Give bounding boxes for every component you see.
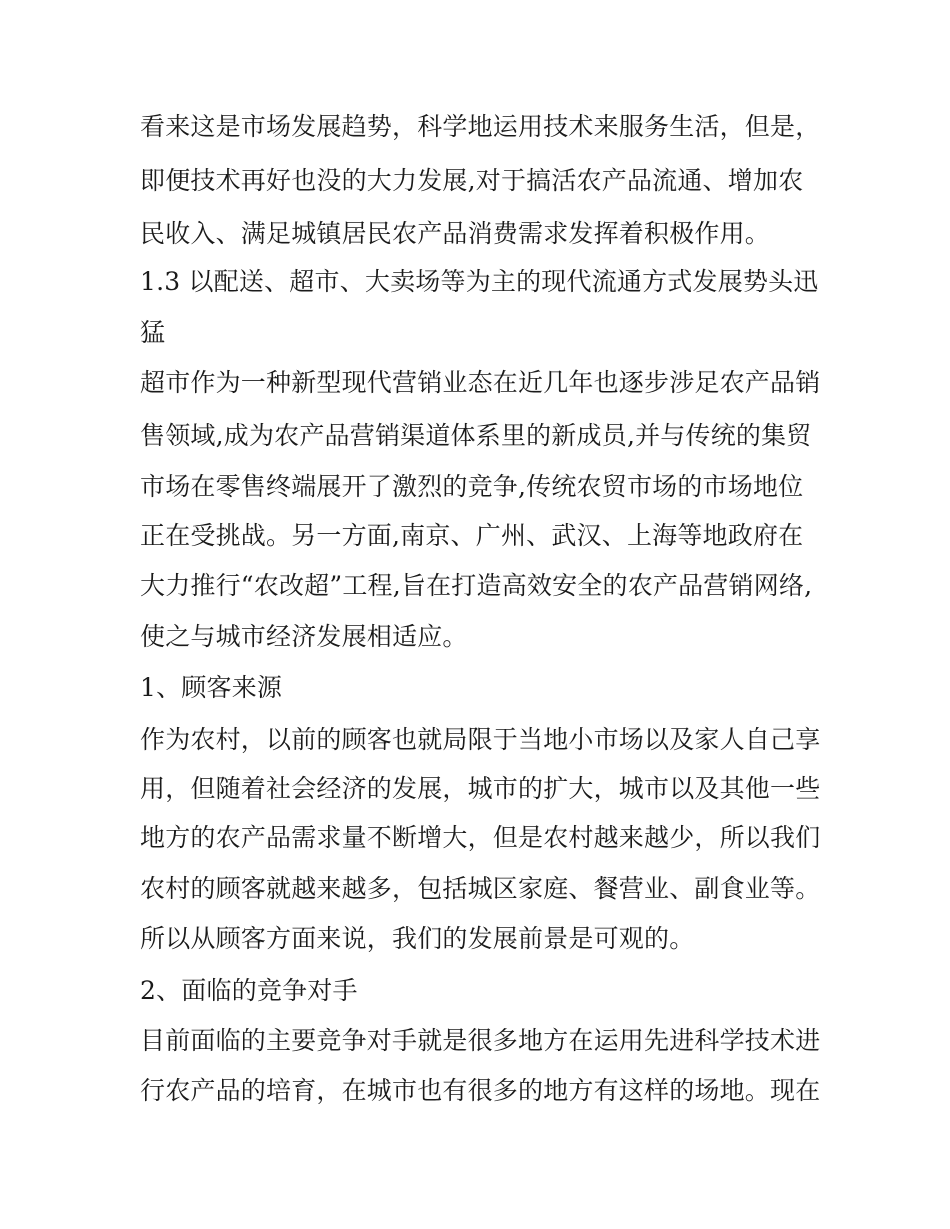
text-line: 所以从顾客方面来说，我们的发展前景是可观的。: [140, 924, 695, 953]
text-line: 民收入、满足城镇居民农产品消费需求发挥着积极作用。: [140, 219, 771, 248]
subsection-heading: 1、顾客来源: [140, 673, 283, 702]
text-line: 看来这是市场发展趋势，科学地运用技术来服务生活，但是，: [140, 112, 821, 141]
text-line: 市场在零售终端展开了激烈的竞争,传统农贸市场的市场地位: [140, 472, 804, 501]
text-line: 地方的农产品需求量不断增大，但是农村越来越少，所以我们: [140, 823, 821, 852]
subsection-heading: 2、面临的竞争对手: [140, 976, 358, 1005]
text-line: 正在受挑战。另一方面,南京、广州、武汉、上海等地政府在: [140, 521, 804, 550]
section-heading: 1.3 以配送、超市、大卖场等为主的现代流通方式发展势头迅: [140, 267, 819, 296]
text-line: 使之与城市经济发展相适应。: [140, 622, 468, 651]
text-line: 农村的顾客就越来越多，包括城区家庭、餐营业、副食业等。: [140, 874, 821, 903]
text-line: 售领域,成为农产品营销渠道体系里的新成员,并与传统的集贸: [140, 421, 812, 450]
text-line: 作为农村，以前的顾客也就局限于当地小市场以及家人自己享: [140, 725, 821, 754]
section-heading-continuation: 猛: [140, 318, 166, 347]
text-line: 即便技术再好也没的大力发展,对于搞活农产品流通、增加农: [140, 166, 804, 195]
text-line: 超市作为一种新型现代营销业态在近几年也逐步涉足农产品销: [140, 368, 821, 397]
text-line: 行农产品的培育，在城市也有很多的地方有这样的场地。现在: [140, 1076, 821, 1105]
text-line: 大力推行“农改超”工程,旨在打造高效安全的农产品营销网络,: [140, 571, 813, 600]
text-line: 目前面临的主要竞争对手就是很多地方在运用先进科学技术进: [140, 1026, 821, 1055]
text-line: 用，但随着社会经济的发展，城市的扩大，城市以及其他一些: [140, 774, 821, 803]
